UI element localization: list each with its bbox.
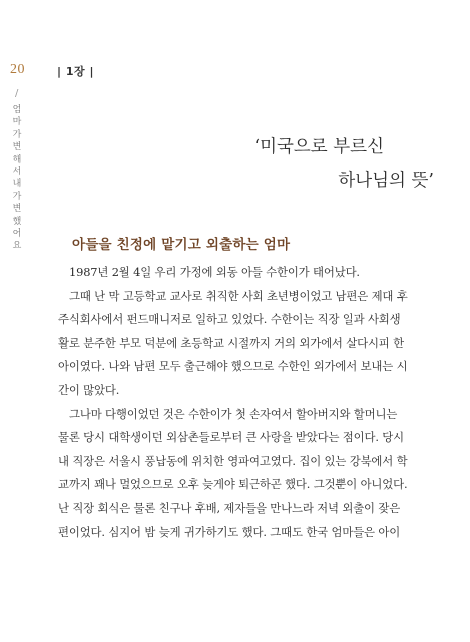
margin-divider: / [15,88,19,99]
text-line: 편이었다. 심지어 밤 늦게 귀가하기도 했다. 그때도 한국 엄마들은 아이 [58,524,401,539]
text-line: 그때 난 막 고등학교 교사로 취직한 사회 초년병이었고 남편은 제대 후 [69,288,408,303]
paragraph [58,403,430,545]
text-line: 주식회사에서 펀드매니저로 일하고 있었다. 수한이는 직장 일과 사회생 [58,312,401,327]
chapter-title-line-1: ‘미국으로 부르신 [254,137,384,157]
paragraph [58,261,430,285]
text-line: 난 직장 회식은 물론 친구나 후배, 제자들을 만나느라 저녁 외출이 잦은 [58,500,401,515]
text-line: 그나마 다행이었던 것은 수한이가 첫 손자여서 할아버지와 할머니는 [69,406,398,421]
section-heading: 아들을 친정에 맡기고 외출하는 엄마 [72,237,291,253]
text-line: 아이였다. 나와 남편 모두 출근해야 했으므로 수한인 외가에서 보내는 시 [58,359,408,374]
paragraph [58,285,430,403]
text-line: 물론 당시 대학생이던 외삼촌들로부터 큰 사랑을 받았다는 점이다. 당시 [58,430,404,445]
text-line: 교까지 꽤나 멀었으므로 오후 늦게야 퇴근하곤 했다. 그것뿐이 아니었다. [58,477,408,492]
text-line: 활로 분주한 부모 덕분에 초등학교 시절까지 거의 외가에서 살다시피 한 [58,335,404,350]
chapter-tag: | 1장 | [57,65,94,78]
running-book-title: 엄마가 변해서 내가 변했어요 [12,105,22,252]
chapter-title-line-2: 하나님의 뜻’ [338,171,434,191]
text-line: 내 직장은 서울시 풍납동에 위치한 영파여고였다. 집이 있는 강북에서 학 [58,453,408,468]
body-text [58,261,430,544]
page-number: 20 [10,62,25,77]
chapter-title [255,130,434,198]
text-line: 1987년 2월 4일 우리 가정에 외동 아들 수한이가 태어났다. [69,265,360,279]
text-line: 간이 많았다. [58,382,120,397]
